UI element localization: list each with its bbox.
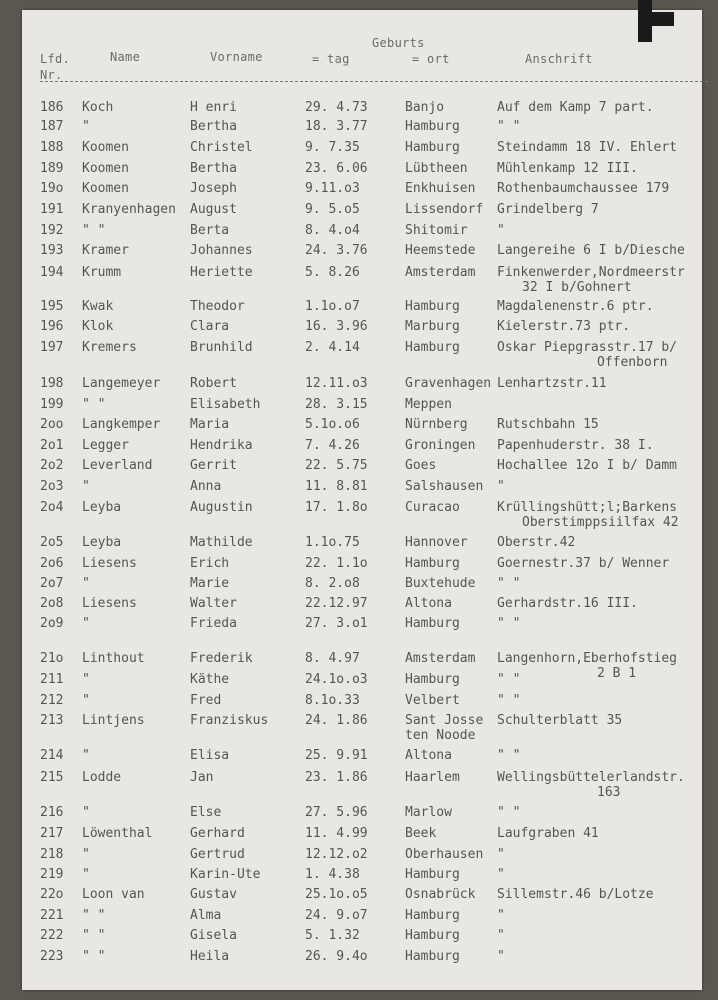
address: " (497, 847, 505, 862)
given-name: Frieda (190, 616, 237, 631)
given-name: Gustav (190, 887, 237, 902)
birth-place: Buxtehude (405, 576, 476, 591)
given-name: Gisela (190, 928, 237, 943)
birth-place: Osnabrück (405, 887, 476, 902)
surname: Langkemper (82, 417, 161, 432)
row-number: 222 (40, 928, 64, 943)
row-number: 22o (40, 887, 64, 902)
header-geburts: Geburts (372, 36, 425, 50)
given-name: Bertha (190, 161, 237, 176)
address: Hochallee 12o I b/ Damm (497, 458, 678, 473)
birth-place: Altona (405, 596, 452, 611)
given-name: Clara (190, 319, 230, 334)
address: " " (497, 672, 521, 687)
address: Oberstr.42 (497, 535, 576, 550)
binder-tab-top (638, 0, 652, 42)
header-ort: = ort (412, 52, 450, 66)
birth-place: Curacao (405, 500, 460, 515)
surname: Loon van (82, 887, 145, 902)
given-name: Käthe (190, 672, 230, 687)
given-name: Theodor (190, 299, 245, 314)
address: " " (497, 119, 521, 134)
row-number: 213 (40, 713, 64, 728)
surname: Koomen (82, 181, 129, 196)
birth-place: Haarlem (405, 770, 460, 785)
row-number: 2o9 (40, 616, 64, 631)
document-page (22, 10, 702, 990)
binder-tab-corner (652, 12, 674, 26)
birth-date: 16. 3.96 (305, 319, 368, 334)
given-name: Else (190, 805, 222, 820)
surname: Leyba (82, 500, 122, 515)
address: " (497, 479, 505, 494)
birth-place: Hamburg (405, 908, 460, 923)
header-nr: Nr. (40, 68, 63, 82)
birth-date: 5. 1.32 (305, 928, 360, 943)
birth-place: Goes (405, 458, 437, 473)
given-name: Jan (190, 770, 214, 785)
address: Rothenbaumchaussee 179 (497, 181, 670, 196)
birth-place: Lübtheen (405, 161, 468, 176)
given-name: Johannes (190, 243, 253, 258)
birth-place: Hamburg (405, 616, 460, 631)
given-name: Robert (190, 376, 237, 391)
surname: " (82, 748, 90, 763)
surname: Liesens (82, 596, 137, 611)
header-lfd: Lfd. (40, 52, 71, 66)
birth-date: 23. 6.06 (305, 161, 368, 176)
birth-place: Nürnberg (405, 417, 468, 432)
birth-place: Hamburg (405, 949, 460, 964)
birth-place: Marburg (405, 319, 460, 334)
address: " (497, 867, 505, 882)
surname: Liesens (82, 556, 137, 571)
row-number: 218 (40, 847, 64, 862)
row-number: 192 (40, 223, 64, 238)
row-number: 195 (40, 299, 64, 314)
row-number: 2oo (40, 417, 64, 432)
surname: Leverland (82, 458, 153, 473)
address: Wellingsbüttelerlandstr. (497, 770, 685, 785)
address: Grindelberg 7 (497, 202, 599, 217)
given-name: Elisabeth (190, 397, 261, 412)
address: " " (497, 805, 521, 820)
given-name: Heila (190, 949, 230, 964)
header-anschrift: Anschrift (525, 52, 593, 66)
given-name: Franziskus (190, 713, 269, 728)
row-number: 191 (40, 202, 64, 217)
address: Auf dem Kamp 7 part. (497, 100, 654, 115)
birth-date: 18. 3.77 (305, 119, 368, 134)
given-name: Elisa (190, 748, 230, 763)
surname: Legger (82, 438, 129, 453)
given-name: Bertha (190, 119, 237, 134)
surname: " (82, 479, 90, 494)
surname: " (82, 693, 90, 708)
birth-place: Oberhausen (405, 847, 484, 862)
birth-date: 1.1o.o7 (305, 299, 360, 314)
birth-date: 8.1o.33 (305, 693, 360, 708)
birth-place: Enkhuisen (405, 181, 476, 196)
birth-date: 1. 4.38 (305, 867, 360, 882)
surname: " (82, 672, 90, 687)
address: Laufgraben 41 (497, 826, 599, 841)
birth-place: Hamburg (405, 928, 460, 943)
birth-date: 22.12.97 (305, 596, 368, 611)
header-tag: = tag (312, 52, 350, 66)
row-number: 199 (40, 397, 64, 412)
header-name: Name (110, 50, 141, 64)
birth-place: Salshausen (405, 479, 484, 494)
birth-place: Shitomir (405, 223, 468, 238)
row-number: 21o (40, 651, 64, 666)
birth-date: 1.1o.75 (305, 535, 360, 550)
birth-date: 28. 3.15 (305, 397, 368, 412)
address: " " (497, 748, 521, 763)
surname: " (82, 805, 90, 820)
birth-date: 7. 4.26 (305, 438, 360, 453)
birth-place: Beek (405, 826, 437, 841)
surname: " " (82, 928, 106, 943)
surname: Leyba (82, 535, 122, 550)
row-number: 211 (40, 672, 64, 687)
surname: Lodde (82, 770, 122, 785)
row-number: 216 (40, 805, 64, 820)
birth-date: 8. 2.o8 (305, 576, 360, 591)
address: Magdalenenstr.6 ptr. (497, 299, 654, 314)
surname: Kwak (82, 299, 114, 314)
given-name: August (190, 202, 237, 217)
row-number: 219 (40, 867, 64, 882)
row-number: 2o1 (40, 438, 64, 453)
birth-place: Hamburg (405, 556, 460, 571)
row-number: 215 (40, 770, 64, 785)
given-name: H enri (190, 100, 237, 115)
birth-date: 25. 9.91 (305, 748, 368, 763)
address: " " (497, 576, 521, 591)
birth-date: 11. 4.99 (305, 826, 368, 841)
row-number: 196 (40, 319, 64, 334)
birth-place: Hamburg (405, 340, 460, 355)
address: Kielerstr.73 ptr. (497, 319, 631, 334)
surname: " (82, 616, 90, 631)
address-line2: 2 B 1 (597, 666, 637, 681)
given-name: Christel (190, 140, 253, 155)
row-number: 186 (40, 100, 64, 115)
header-rule (40, 81, 708, 82)
row-number: 2o2 (40, 458, 64, 473)
birth-place: Marlow (405, 805, 452, 820)
row-number: 19o (40, 181, 64, 196)
address: Schulterblatt 35 (497, 713, 623, 728)
birth-date: 24. 1.86 (305, 713, 368, 728)
birth-date: 5.1o.o6 (305, 417, 360, 432)
row-number: 2o8 (40, 596, 64, 611)
surname: Klok (82, 319, 114, 334)
birth-place-line2: ten Noode (405, 728, 476, 743)
birth-date: 24. 9.o7 (305, 908, 368, 923)
address: " (497, 223, 505, 238)
address: Mühlenkamp 12 III. (497, 161, 638, 176)
given-name: Alma (190, 908, 222, 923)
address: Krüllingshütt;l;Barkens (497, 500, 678, 515)
surname: Lintjens (82, 713, 145, 728)
birth-date: 8. 4.o4 (305, 223, 360, 238)
address: Oskar Piepgrasstr.17 b/ (497, 340, 678, 355)
birth-date: 26. 9.4o (305, 949, 368, 964)
birth-place: Heemstede (405, 243, 476, 258)
given-name: Joseph (190, 181, 237, 196)
given-name: Walter (190, 596, 237, 611)
row-number: 197 (40, 340, 64, 355)
surname: Löwenthal (82, 826, 153, 841)
address: Steindamm 18 IV. Ehlert (497, 140, 678, 155)
birth-place: Amsterdam (405, 651, 476, 666)
row-number: 189 (40, 161, 64, 176)
given-name: Marie (190, 576, 230, 591)
surname: Langemeyer (82, 376, 161, 391)
birth-date: 12.12.o2 (305, 847, 368, 862)
birth-date: 11. 8.81 (305, 479, 368, 494)
birth-date: 27. 5.96 (305, 805, 368, 820)
surname: Koomen (82, 140, 129, 155)
row-number: 214 (40, 748, 64, 763)
given-name: Erich (190, 556, 230, 571)
given-name: Gertrud (190, 847, 245, 862)
address: Goernestr.37 b/ Wenner (497, 556, 670, 571)
row-number: 187 (40, 119, 64, 134)
given-name: Augustin (190, 500, 253, 515)
birth-date: 9.11.o3 (305, 181, 360, 196)
birth-date: 9. 5.o5 (305, 202, 360, 217)
address-line2: 163 (597, 785, 621, 800)
address: Rutschbahn 15 (497, 417, 599, 432)
surname: " " (82, 949, 106, 964)
birth-place: Hamburg (405, 672, 460, 687)
surname: Koch (82, 100, 114, 115)
surname: Koomen (82, 161, 129, 176)
address: " (497, 928, 505, 943)
surname: Kremers (82, 340, 137, 355)
surname: Kramer (82, 243, 129, 258)
birth-date: 29. 4.73 (305, 100, 368, 115)
given-name: Hendrika (190, 438, 253, 453)
given-name: Anna (190, 479, 222, 494)
birth-place: Lissendorf (405, 202, 484, 217)
address: " " (497, 693, 521, 708)
birth-place: Hamburg (405, 867, 460, 882)
row-number: 193 (40, 243, 64, 258)
birth-place: Hannover (405, 535, 468, 550)
row-number: 2o3 (40, 479, 64, 494)
row-number: 217 (40, 826, 64, 841)
row-number: 2o7 (40, 576, 64, 591)
surname: " (82, 867, 90, 882)
given-name: Mathilde (190, 535, 253, 550)
given-name: Berta (190, 223, 230, 238)
birth-date: 2. 4.14 (305, 340, 360, 355)
surname: " " (82, 223, 106, 238)
row-number: 188 (40, 140, 64, 155)
birth-date: 8. 4.97 (305, 651, 360, 666)
birth-date: 5. 8.26 (305, 265, 360, 280)
address: Papenhuderstr. 38 I. (497, 438, 654, 453)
surname: Linthout (82, 651, 145, 666)
birth-date: 9. 7.35 (305, 140, 360, 155)
birth-place: Hamburg (405, 119, 460, 134)
address: Sillemstr.46 b/Lotze (497, 887, 654, 902)
birth-date: 22. 1.1o (305, 556, 368, 571)
birth-date: 22. 5.75 (305, 458, 368, 473)
address: Gerhardstr.16 III. (497, 596, 638, 611)
row-number: 212 (40, 693, 64, 708)
row-number: 198 (40, 376, 64, 391)
given-name: Fred (190, 693, 222, 708)
address-line2: Offenborn (597, 355, 668, 370)
birth-place: Sant Josse (405, 713, 484, 728)
surname: Kranyenhagen (82, 202, 176, 217)
row-number: 2o4 (40, 500, 64, 515)
address: " (497, 949, 505, 964)
birth-place: Hamburg (405, 140, 460, 155)
surname: " (82, 847, 90, 862)
header-vorname: Vorname (210, 50, 263, 64)
birth-date: 17. 1.8o (305, 500, 368, 515)
birth-place: Meppen (405, 397, 452, 412)
address: Lenhartzstr.11 (497, 376, 607, 391)
birth-place: Amsterdam (405, 265, 476, 280)
surname: " " (82, 397, 106, 412)
address: Langenhorn,Eberhofstieg (497, 651, 678, 666)
given-name: Heriette (190, 265, 253, 280)
given-name: Maria (190, 417, 230, 432)
row-number: 194 (40, 265, 64, 280)
address: " " (497, 616, 521, 631)
birth-date: 23. 1.86 (305, 770, 368, 785)
birth-place: Altona (405, 748, 452, 763)
given-name: Frederik (190, 651, 253, 666)
surname: Krumm (82, 265, 122, 280)
address: Finkenwerder,Nordmeerstr (497, 265, 685, 280)
surname: " (82, 119, 90, 134)
given-name: Gerrit (190, 458, 237, 473)
row-number: 2o5 (40, 535, 64, 550)
birth-date: 24. 3.76 (305, 243, 368, 258)
given-name: Brunhild (190, 340, 253, 355)
surname: " " (82, 908, 106, 923)
address: " (497, 908, 505, 923)
row-number: 2o6 (40, 556, 64, 571)
surname: " (82, 576, 90, 591)
birth-date: 24.1o.o3 (305, 672, 368, 687)
given-name: Gerhard (190, 826, 245, 841)
birth-date: 25.1o.o5 (305, 887, 368, 902)
row-number: 223 (40, 949, 64, 964)
row-number: 221 (40, 908, 64, 923)
birth-place: Hamburg (405, 299, 460, 314)
birth-place: Banjo (405, 100, 445, 115)
given-name: Karin-Ute (190, 867, 261, 882)
address-line2: Oberstimppsiilfax 42 (522, 515, 679, 530)
birth-place: Gravenhagen (405, 376, 492, 391)
birth-date: 12.11.o3 (305, 376, 368, 391)
address-line2: 32 I b/Gohnert (522, 280, 632, 295)
birth-place: Groningen (405, 438, 476, 453)
birth-place: Velbert (405, 693, 460, 708)
birth-date: 27. 3.o1 (305, 616, 368, 631)
address: Langereihe 6 I b/Diesche (497, 243, 685, 258)
